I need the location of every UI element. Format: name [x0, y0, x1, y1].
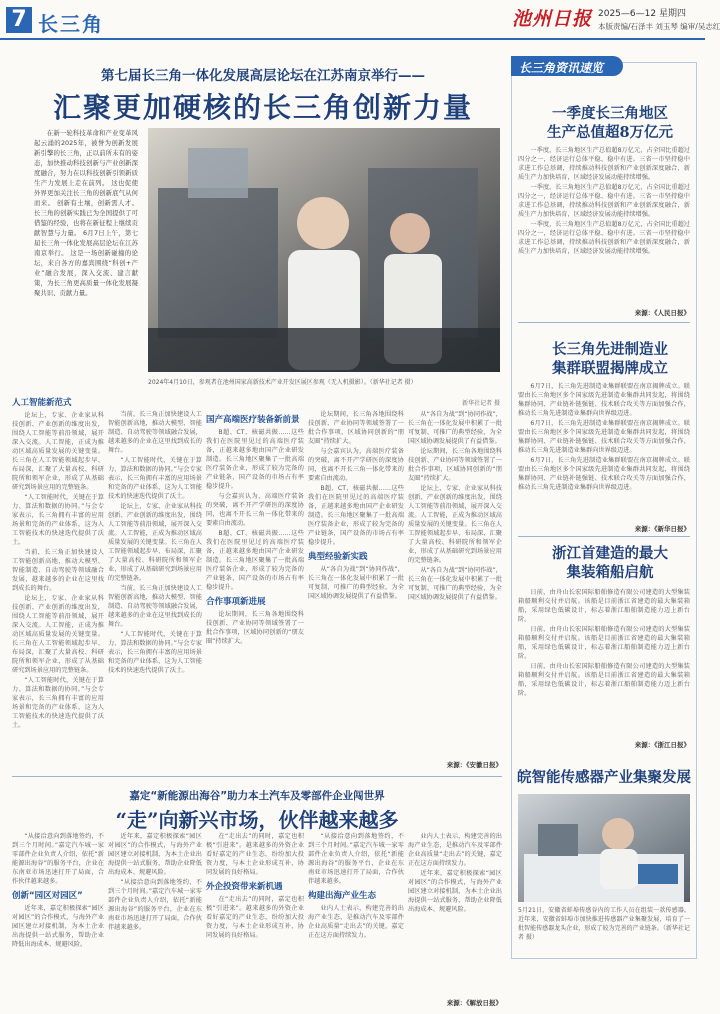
lead-body-col1: 人工智能新范式 论坛上，专家、企业家从科技创新、产业创新的维度出发，围绕人工智能等前沿领域，展开深入交流。人工智能，正成为推动区域高质量发展的关键变量。长三角在人工智能领域起步早、布局深，汇聚了大量高校、科研院所和领军企业，形成了从基础研究到场景应用的完整链条。 “人工智能时代，关键在于算力、算法和数据的协同。”与会专家表示，长三角拥有丰富的应用场景和完备的产业体系，这为人工智能技术的快速迭代提供了沃土。 当前，长三角正加快建设人工智能创新高地，推动大模型、智能制造、自动驾驶等领域融合发展，越来越多的企业在这里找到成长的舞台。 论坛上，专家、企业家从科技创新、产业创新的维度出发，围绕人工智能等前沿领域，展开深入交流。人工智能，正成为推动区域高质量发展的关键变量。长三角在人工智能领域起步早、布局深，汇聚了大量高校、科研院所和领军企业，形成了从基础研究到场景应用的完整链条。 “人工智能时代，关键在于算力、算法和数据的协同。”与会专家表示，长三角拥有丰富的应用场景和完备的产业体系，这为人工智能技术的快速迭代提供了沃土。: [12, 398, 104, 729]
subhead-cooperation: 合作事项新进展: [206, 597, 266, 607]
lead-body-col2: 当前，长三角正加快建设人工智能创新高地，推动大模型、智能制造、自动驾驶等领域融合发展，越来越多的企业在这里找到成长的舞台。 “人工智能时代，关键在于算力、算法和数据的协同。”与会专家表示，长三角拥有丰富的应用场景和完备的产业体系，这为人工智能技术的快速迭代提供了沃土。 论坛上，专家、企业家从科技创新、产业创新的维度出发，围绕人工智能等前沿领域，展开深入交流。人工智能，正成为推动区域高质量发展的关键变量。长三角在人工智能领域起步早、布局深，汇聚了大量高校、科研院所和领军企业，形成了从基础研究到场景应用的完整链条。 当前，长三角正加快建设人工智能创新高地，推动大模型、智能制造、自动驾驶等领域融合发展，越来越多的企业在这里找到成长的舞台。 “人工智能时代，关键在于算力、算法和数据的协同。”与会专家表示，长三角拥有丰富的应用场景和完备的产业体系，这为人工智能技术的快速迭代提供了沃土。: [108, 411, 202, 674]
bottom-col3: 在“走出去”的同时，嘉定也积极“引进来”。越来越多的外资企业看好嘉定的产业生态，纷纷加大投资力度，与本土企业形成互补、协同发展的良好格局。 外企投资带来新机遇 在“走出去”的同时，嘉定也积极“引进来”。越来越多的外资企业看好嘉定的产业生态，纷纷加大投资力度，与本土企业形成互补、协同发展的良好格局。: [206, 833, 304, 939]
brief-divider-2: [518, 536, 690, 537]
bottom-col4: “从接洽意向到落地签约，不到三个月时间。”嘉定汽车城一家零部件企业负责人介绍，依托“新能源出海谷”的服务平台，企业在东南亚市场迅速打开了局面，合作伙伴越来越多。 构建出海产业生态 业内人士表示，构建完善的出海产业生态，是推动汽车及零部件企业高质量“走出去”的关键，嘉定正在这方面持续发力。: [308, 833, 404, 939]
lead-summary: 在新一轮科技革命和产业变革风起云涌的2025年，被誉为创新发展新引擎的长三角，正以前所未有的姿态，加快推动科技创新与产业创新深度融合，努力在以科技创新引领新质生产力发展上走在前列。 这也促使外界更加关注长三角的创新底气从何而来。 创新有土壤，创新需人才。长三角的创新实践已为全国提供了可借鉴的经验，也将在新征程上继续贡献智慧与力量。 6月7日上午，第七届长三角一体化发展高层论坛在江苏南京举行。 这是一场创新碰撞的论坛，来自各方的嘉宾围绕“科创+产业”融合发展，深入交流、建言献策，为长三角更高质量一体化发展凝聚共识、贡献力量。: [34, 129, 138, 297]
subhead-intelligence: 人工智能新范式: [12, 398, 72, 408]
subhead-investment: 外企投资带来新机遇: [206, 882, 283, 892]
brief3-body: 日前，由舟山长宏国际船舶修造有限公司建造的大型集装箱船顺利交付并启航。该船是目前浙江省建造的最大集装箱船，采用绿色低碳设计，标志着浙江船舶制造能力迈上新台阶。 日前，由舟山长宏国际船舶修造有限公司建造的大型集装箱船顺利交付并启航。该船是目前浙江省建造的最大集装箱船，采用绿色低碳设计，标志着浙江船舶制造能力迈上新台阶。 日前，由舟山长宏国际船舶修造有限公司建造的大型集装箱船顺利交付并启航。该船是目前浙江省建造的最大集装箱船，采用绿色低碳设计，标志着浙江船舶制造能力迈上新台阶。: [518, 589, 690, 697]
sensor-photo: [518, 794, 690, 902]
lead-body-col4: 论坛期间，长三角各地围绕科技创新、产业协同等领域签署了一批合作事项，区域协同创新的“朋友圈”持续扩大。 与会嘉宾认为，高端医疗装备的突破，离不开产学研医的深度协同，也离不开长三角一体化带来的要素自由流动。 B超、CT、核磁共振……这些我们在医院里见过的高端医疗装备，正越来越多地由国产企业研发制造。长三角地区聚集了一批高端医疗装备企业，形成了较为完备的产业链条，国产设备的市场占有率稳步提升。 典型经验新实践 从“各自为战”到“协同作战”，长三角在一体化发展中积累了一批可复制、可推广的典型经验，为全国区域协调发展提供了有益借鉴。: [308, 411, 404, 600]
page-number: 7: [6, 7, 32, 33]
photo-credit: 新华社记者 摄: [462, 400, 500, 407]
lead-body-col3: 国产高端医疗装备新前景 B超、CT、核磁共振……这些我们在医院里见过的高端医疗装备，正越来越多地由国产企业研发制造。长三角地区聚集了一批高端医疗装备企业，形成了较为完备的产业链条，国产设备的市场占有率稳步提升。 与会嘉宾认为，高端医疗装备的突破，离不开产学研医的深度协同，也离不开长三角一体化带来的要素自由流动。 B超、CT、核磁共振……这些我们在医院里见过的高端医疗装备，正越来越多地由国产企业研发制造。长三角地区聚集了一批高端医疗装备企业，形成了较为完备的产业链条，国产设备的市场占有率稳步提升。 合作事项新进展 论坛期间，长三角各地围绕科技创新、产业协同等领域签署了一批合作事项，区域协同创新的“朋友圈”持续扩大。: [206, 415, 304, 645]
news-brief-tag: [511, 56, 623, 76]
newspaper-logo: 池州日报: [512, 8, 593, 30]
issue-date: 2025—6—12 星期四: [598, 9, 686, 19]
brief2-body: 6月7日，长三角先进制造业集群联盟在南京揭牌成立。联盟由长三角地区多个国家级先进制造业集群共同发起，将围绕集群协同、产业链补链强链、技术联合攻关等方面加强合作，推动长三角先进制造业集群向世界级迈进。 6月7日，长三角先进制造业集群联盟在南京揭牌成立。联盟由长三角地区多个国家级先进制造业集群共同发起，将围绕集群协同、产业链补链强链、技术联合攻关等方面加强合作，推动长三角先进制造业集群向世界级迈进。 6月7日，长三角先进制造业集群联盟在南京揭牌成立。联盟由长三角地区多个国家级先进制造业集群共同发起，将围绕集群协同、产业链补链强链、技术联合攻关等方面加强合作，推动长三角先进制造业集群向世界级迈进。: [518, 383, 690, 491]
subhead-ecology: 构建出海产业生态: [308, 891, 377, 901]
subhead-typical: 典型经验新实践: [308, 552, 368, 562]
brief1-body: 一季度，长三角地区生产总值超8万亿元，占全国比重超过四分之一，经济运行总体平稳、稳中有进。三省一市坚持稳中求进工作总基调，持续推动科技创新和产业创新深度融合，新质生产力加快培育，区域经济发展动能持续增强。 一季度，长三角地区生产总值超8万亿元，占全国比重超过四分之一，经济运行总体平稳、稳中有进。三省一市坚持稳中求进工作总基调，持续推动科技创新和产业创新深度融合，新质生产力加快培育，区域经济发展动能持续增强。 一季度，长三角地区生产总值超8万亿元，占全国比重超过四分之一，经济运行总体平稳、稳中有进。三省一市坚持稳中求进工作总基调，持续推动科技创新和产业创新深度融合，新质生产力加快培育，区域经济发展动能持续增强。: [518, 147, 690, 255]
subhead-ecosystem: 国产高端医疗装备新前景: [206, 415, 300, 425]
lead-kicker: 第七届长三角一体化发展高层论坛在江苏南京举行——: [101, 68, 425, 84]
bottom-col5: 业内人士表示，构建完善的出海产业生态，是推动汽车及零部件企业高质量“走出去”的关键，嘉定正在这方面持续发力。 近年来，嘉定积极探索“园区对园区”的合作模式，与海外产业园区建立对接机制，为本土企业出海提供一站式服务，帮助企业降低出海成本、规避风险。: [408, 833, 502, 913]
section-name: 长三角: [38, 12, 104, 36]
subhead-park: 创新“园区对园区”: [12, 891, 83, 901]
sensor-caption: 5月21日，安徽省蚌埠传感谷内的工作人员在组装一款传感器。 近年来，安徽省蚌埠市加快推进传感器产业集聚发展，培育了一批智能传感器龙头企业，形成了较为完善的产业链条。（新华社记者 摄）: [518, 907, 690, 941]
bottom-kicker: 嘉定“新能源出海谷”助力本土汽车及零部件企业闯世界: [129, 790, 385, 802]
photo-caption: 2024年4月10日，参观者在池州国家高新技术产业开发区展区参观（无人机摄影）。（新华社记者 摄）: [148, 379, 417, 386]
bottom-col2: 近年来，嘉定积极探索“园区对园区”的合作模式，与海外产业园区建立对接机制，为本土企业出海提供一站式服务，帮助企业降低出海成本、规避风险。 “从接洽意向到落地签约，不到三个月时间。”嘉定汽车城一家零部件企业负责人介绍，依托“新能源出海谷”的服务平台，企业在东南亚市场迅速打开了局面，合作伙伴越来越多。: [108, 833, 202, 931]
sensor-assembly-illustration: [518, 794, 690, 902]
bottom-headline: “走”向新兴市场，伙伴越来越多: [115, 808, 399, 832]
lab-scene-illustration: [148, 128, 500, 372]
lead-headline: 汇聚更加硬核的长三角创新力量: [52, 91, 473, 124]
brief-divider-1: [518, 322, 690, 323]
section-divider: [12, 776, 502, 777]
lead-photo: [148, 128, 500, 372]
lead-source: 来源：《安徽日报》: [446, 761, 502, 769]
header-rule: [0, 38, 705, 40]
bottom-source: 来源：《解放日报》: [446, 999, 502, 1007]
brief2-source: 来源：《新华日报》: [634, 525, 690, 533]
brief3-source: 来源：《浙江日报》: [634, 741, 690, 749]
editor-credits: 本版责编/石泽丰 刘玉琴 编审/吴志红: [598, 22, 720, 31]
brief4-title: 皖智能传感器产业集聚发展: [517, 769, 691, 786]
brief2-title: 长三角先进制造业集群联盟揭牌成立: [552, 341, 668, 377]
brief1-source: 来源：《人民日报》: [634, 309, 690, 317]
lead-body-col5: 从“各自为战”到“协同作战”，长三角在一体化发展中积累了一批可复制、可推广的典型经验，为全国区域协调发展提供了有益借鉴。 论坛期间，长三角各地围绕科技创新、产业协同等领域签署了一批合作事项，区域协同创新的“朋友圈”持续扩大。 论坛上，专家、企业家从科技创新、产业创新的维度出发，围绕人工智能等前沿领域，展开深入交流。人工智能，正成为推动区域高质量发展的关键变量。长三角在人工智能领域起步早、布局深，汇聚了大量高校、科研院所和领军企业，形成了从基础研究到场景应用的完整链条。 从“各自为战”到“协同作战”，长三角在一体化发展中积累了一批可复制、可推广的典型经验，为全国区域协调发展提供了有益借鉴。: [408, 411, 502, 601]
brief3-title: 浙江首建造的最大集装箱船启航: [552, 545, 668, 581]
bottom-col1: “从接洽意向到落地签约，不到三个月时间。”嘉定汽车城一家零部件企业负责人介绍，依托“新能源出海谷”的服务平台，企业在东南亚市场迅速打开了局面，合作伙伴越来越多。 创新“园区对园区” 近年来，嘉定积极探索“园区对园区”的合作模式，与海外产业园区建立对接机制，为本土企业出海提供一站式服务，帮助企业降低出海成本、规避风险。: [12, 833, 104, 948]
news-brief-tag-label: 长三角资讯速览: [519, 61, 604, 75]
brief1-title: 一季度长三角地区生产总值超8万亿元: [546, 105, 674, 141]
